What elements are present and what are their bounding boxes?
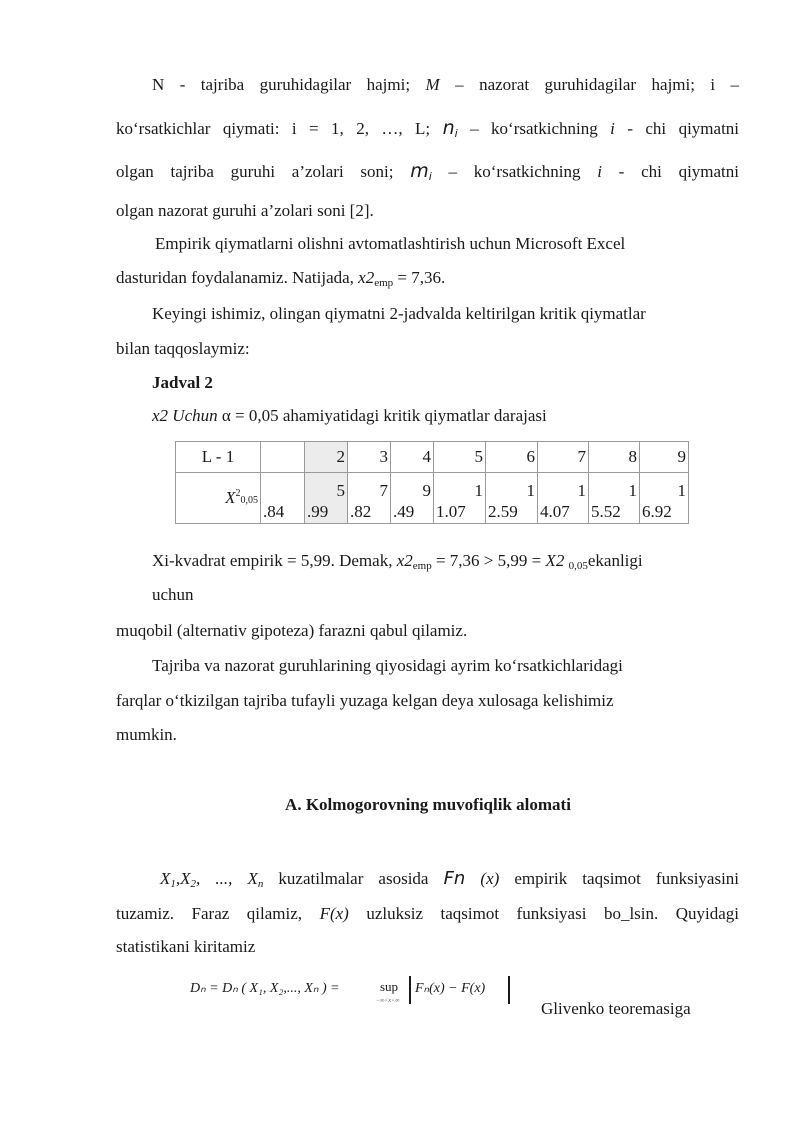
formula-lhs: Dₙ = Dₙ ( X₁, X₂,..., Xₙ ) = xyxy=(190,981,340,996)
p3-line1: Keyingi ishimiz, olingan qiymatni 2-jadvalda keltirilgan kritik qiymatlar xyxy=(152,304,646,323)
value-cell: 9 .49 xyxy=(391,473,434,524)
p4-line2: uchun xyxy=(152,585,194,604)
abs-bar-right xyxy=(508,976,510,1004)
p6-line2: tuzamiz. Faraz qilamiz, F(x) uzluksiz taqsimot funksiyasi bo_lsin. Quyidagi xyxy=(116,904,740,923)
p1-line2: koʻrsatkichlar qiymati: i = 1, 2, …, L; $n_i$ – koʻrsatkichning i - chi qiymatni xyxy=(116,117,740,140)
p2-line2: dasturidan foydalanamiz. Natijada, $x2_{emp} = 7,36$. xyxy=(116,268,446,289)
p4-line3: muqobil (alternativ gipoteza) farazni qabul qilamiz. xyxy=(116,621,468,640)
header-cell: 4 xyxy=(391,442,434,473)
trailing-text: Glivenko teoremasiga xyxy=(541,999,691,1018)
header-cell: 2 xyxy=(305,442,348,473)
value-cell: 5 .99 xyxy=(305,473,348,524)
header-label: L - 1 xyxy=(176,442,261,473)
section-heading: A. Kolmogorovning muvofiqlik alomati xyxy=(285,795,571,814)
table-caption: x2 Uchun α = 0,05 ahamiyatidagi kritik qiymatlar darajasi xyxy=(152,406,547,425)
p4-line1: Xi-kvadrat empirik = 5,99. Demak, $x2_{emp} = 7,36 > 5,99 = X2$ $_{0,05}$ekanligi xyxy=(152,551,643,572)
abs-bar-left xyxy=(409,976,411,1004)
table-value-row xyxy=(176,473,689,524)
header-cell: 9 xyxy=(640,442,689,473)
value-cell: 1 5.52 xyxy=(589,473,640,524)
formula-rhs: Fₙ(x) − F(x) xyxy=(415,981,486,996)
p1-line4: olgan nazorat guruhi a’zolari soni [2]. xyxy=(116,201,374,220)
header-cell: 8 xyxy=(589,442,640,473)
p1-line1: N - tajriba guruhidagilar hajmi; M – nazorat guruhidagilar hajmi; i – xyxy=(152,75,740,94)
header-cell: 7 xyxy=(538,442,589,473)
p5-line2: farqlar oʻtkizilgan tajriba tufayli yuzaga kelgan deya xulosaga kelishimiz xyxy=(116,691,614,710)
value-cell: .84 xyxy=(261,473,305,524)
value-cell: 1 1.07 xyxy=(434,473,486,524)
critical-values-table xyxy=(175,441,689,524)
value-cell: 1 2.59 xyxy=(486,473,538,524)
p3-line2: bilan taqqoslaymiz: xyxy=(116,339,250,358)
p5-line1: Tajriba va nazorat guruhlarining qiyosidagi ayrim koʻrsatkichlaridagi xyxy=(152,656,623,675)
p6-line3: statistikani kiritamiz xyxy=(116,937,256,956)
p2-line1: Empirik qiymatlarni olishni avtomatlashtirish uchun Microsoft Excel xyxy=(155,234,626,253)
formula-sup-range: −∞<x<∞ xyxy=(376,998,400,1004)
p6-line1: $X_1,X_2$, ..., $X_n$ kuzatilmalar asosida Fn (x) empirik taqsimot funksiyasini xyxy=(160,868,740,890)
table-header-row xyxy=(176,442,689,473)
header-cell: 6 xyxy=(486,442,538,473)
header-cell: 3 xyxy=(348,442,391,473)
value-cell: 7 .82 xyxy=(348,473,391,524)
value-cell: 1 6.92 xyxy=(640,473,689,524)
value-cell: 1 4.07 xyxy=(538,473,589,524)
table-title: Jadval 2 xyxy=(152,373,213,392)
p1-line3: olgan tajriba guruhi a’zolari soni; $m_i$ – koʻrsatkichning i - chi qiymatni xyxy=(116,160,740,183)
formula-sup: sup xyxy=(380,979,399,994)
kolmogorov-statistic-formula xyxy=(190,973,516,1013)
header-cell: 5 xyxy=(434,442,486,473)
row-label: $X^20,05$ xyxy=(176,473,261,524)
header-cell xyxy=(261,442,305,473)
p5-line3: mumkin. xyxy=(116,725,177,744)
